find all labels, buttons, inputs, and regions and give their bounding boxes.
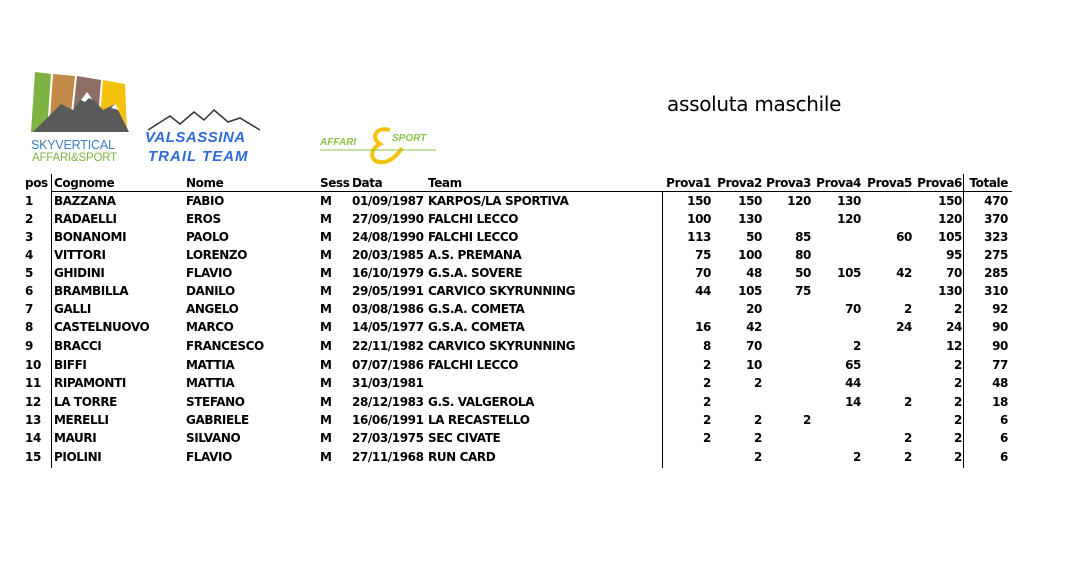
cell-data: 24/08/1990 (352, 230, 424, 244)
cell-prova6: 70 (946, 266, 962, 280)
cell-cognome: LA TORRE (54, 395, 117, 409)
affari-sport-logo (318, 124, 443, 168)
cell-pos: 11 (25, 376, 41, 390)
cell-prova6: 130 (938, 284, 962, 298)
cell-team: G.S. VALGEROLA (428, 395, 535, 409)
cell-prova3: 75 (795, 284, 811, 298)
cell-prova2: 50 (746, 230, 762, 244)
cell-sess: M (320, 413, 332, 427)
cell-cognome: PIOLINI (54, 450, 102, 464)
cell-prova6: 105 (938, 230, 962, 244)
cell-prova3: 85 (795, 230, 811, 244)
cell-pos: 5 (25, 266, 33, 280)
header-data: Data (352, 176, 383, 190)
cell-prova5: 2 (904, 431, 912, 445)
cell-pos: 14 (25, 431, 41, 445)
cell-nome: LORENZO (186, 248, 248, 262)
cell-sess: M (320, 431, 332, 445)
header-cognome: Cognome (54, 176, 115, 190)
cell-pos: 3 (25, 230, 33, 244)
cell-prova2: 10 (746, 358, 762, 372)
cell-pos: 4 (25, 248, 33, 262)
cell-data: 28/12/1983 (352, 395, 424, 409)
cell-data: 07/07/1986 (352, 358, 424, 372)
cell-data: 27/03/1975 (352, 431, 424, 445)
table-row (0, 264, 1068, 282)
table-row (0, 300, 1068, 318)
cell-pos: 7 (25, 302, 33, 316)
cell-prova2: 70 (746, 339, 762, 353)
cell-cognome: BRAMBILLA (54, 284, 129, 298)
cell-cognome: VITTORI (54, 248, 106, 262)
cell-pos: 6 (25, 284, 33, 298)
cell-sess: M (320, 266, 332, 280)
cell-data: 16/06/1991 (352, 413, 424, 427)
header-pos: pos (25, 176, 48, 190)
cell-cognome: RIPAMONTI (54, 376, 126, 390)
cell-prova1: 70 (695, 266, 711, 280)
table-row (0, 282, 1068, 300)
cell-nome: MATTIA (186, 376, 235, 390)
header-prova6: Prova6 (917, 176, 962, 190)
header-sess: Sess (320, 176, 350, 190)
cell-sess: M (320, 395, 332, 409)
cell-prova1: 44 (695, 284, 711, 298)
cell-totale: 310 (984, 284, 1008, 298)
cell-sess: M (320, 320, 332, 334)
cell-data: 03/08/1986 (352, 302, 424, 316)
cell-prova2: 20 (746, 302, 762, 316)
cell-totale: 48 (992, 376, 1008, 390)
cell-totale: 90 (992, 320, 1008, 334)
cell-sess: M (320, 302, 332, 316)
cell-team: A.S. PREMANA (428, 248, 522, 262)
cell-prova6: 12 (946, 339, 962, 353)
header-nome: Nome (186, 176, 224, 190)
sport-text: SPORT (392, 133, 427, 144)
cell-data: 29/05/1991 (352, 284, 424, 298)
cell-pos: 10 (25, 358, 41, 372)
cell-prova3: 80 (795, 248, 811, 262)
cell-totale: 275 (984, 248, 1008, 262)
cell-data: 16/10/1979 (352, 266, 424, 280)
cell-prova6: 120 (938, 212, 962, 226)
cell-cognome: BAZZANA (54, 194, 116, 208)
table-row (0, 337, 1068, 355)
cell-totale: 370 (984, 212, 1008, 226)
cell-prova1: 2 (703, 395, 711, 409)
cell-pos: 2 (25, 212, 33, 226)
table-row (0, 448, 1068, 466)
cell-prova1: 16 (695, 320, 711, 334)
cell-team: LA RECASTELLO (428, 413, 530, 427)
header-prova2: Prova2 (717, 176, 762, 190)
cell-pos: 9 (25, 339, 33, 353)
cell-pos: 13 (25, 413, 41, 427)
cell-prova1: 8 (703, 339, 711, 353)
table-row (0, 192, 1068, 210)
cell-nome: MARCO (186, 320, 234, 334)
cell-data: 20/03/1985 (352, 248, 424, 262)
cell-sess: M (320, 376, 332, 390)
cell-data: 14/05/1977 (352, 320, 424, 334)
cell-sess: M (320, 248, 332, 262)
cell-prova5: 42 (896, 266, 912, 280)
cell-prova4: 2 (853, 339, 861, 353)
cell-sess: M (320, 450, 332, 464)
cell-nome: FLAVIO (186, 266, 232, 280)
cell-prova6: 2 (954, 450, 962, 464)
cell-totale: 6 (1000, 431, 1008, 445)
cell-pos: 8 (25, 320, 33, 334)
cell-prova5: 24 (896, 320, 912, 334)
cell-prova2: 2 (754, 431, 762, 445)
cell-prova5: 2 (904, 450, 912, 464)
table-row (0, 429, 1068, 447)
cell-data: 31/03/1981 (352, 376, 424, 390)
cell-nome: DANILO (186, 284, 235, 298)
cell-team: G.S.A. COMETA (428, 302, 525, 316)
cell-cognome: GHIDINI (54, 266, 105, 280)
skyvertical-text: SKYVERTICAL (31, 138, 115, 152)
cell-prova2: 2 (754, 376, 762, 390)
cell-prova3: 2 (803, 413, 811, 427)
cell-nome: STEFANO (186, 395, 245, 409)
cell-prova6: 2 (954, 413, 962, 427)
cell-prova1: 2 (703, 358, 711, 372)
cell-nome: EROS (186, 212, 221, 226)
cell-prova4: 120 (837, 212, 861, 226)
cell-prova2: 105 (738, 284, 762, 298)
affari-text: AFFARI (320, 137, 357, 148)
cell-totale: 285 (984, 266, 1008, 280)
valsassina-logo (140, 108, 270, 168)
cell-prova4: 105 (837, 266, 861, 280)
cell-cognome: GALLI (54, 302, 91, 316)
cell-sess: M (320, 358, 332, 372)
valsassina-text: VALSASSINA (145, 129, 246, 146)
skyvertical-logo (31, 70, 131, 170)
cell-sess: M (320, 230, 332, 244)
cell-prova3: 50 (795, 266, 811, 280)
cell-sess: M (320, 194, 332, 208)
cell-totale: 90 (992, 339, 1008, 353)
table-row (0, 393, 1068, 411)
prova-divider (662, 192, 663, 468)
cell-prova6: 2 (954, 302, 962, 316)
cell-prova3: 120 (787, 194, 811, 208)
cell-prova6: 2 (954, 431, 962, 445)
cell-totale: 6 (1000, 450, 1008, 464)
cell-data: 01/09/1987 (352, 194, 424, 208)
cell-prova4: 14 (845, 395, 861, 409)
table-row (0, 411, 1068, 429)
cell-prova4: 70 (845, 302, 861, 316)
cell-prova1: 2 (703, 431, 711, 445)
header-team: Team (428, 176, 462, 190)
cell-nome: ANGELO (186, 302, 239, 316)
cell-prova1: 75 (695, 248, 711, 262)
cell-prova6: 2 (954, 395, 962, 409)
cell-prova6: 150 (938, 194, 962, 208)
cell-prova6: 2 (954, 376, 962, 390)
table-row (0, 228, 1068, 246)
header-prova5: Prova5 (867, 176, 912, 190)
cell-prova1: 113 (687, 230, 711, 244)
cell-prova1: 2 (703, 413, 711, 427)
cell-sess: M (320, 284, 332, 298)
cell-cognome: MERELLI (54, 413, 109, 427)
cell-prova5: 2 (904, 395, 912, 409)
cell-prova1: 100 (687, 212, 711, 226)
cell-data: 27/09/1990 (352, 212, 424, 226)
cell-nome: PAOLO (186, 230, 229, 244)
table-header (0, 174, 1068, 192)
table-row (0, 246, 1068, 264)
cell-sess: M (320, 212, 332, 226)
affari-sport-text: AFFARI&SPORT (32, 152, 117, 164)
cell-nome: FRANCESCO (186, 339, 264, 353)
cell-prova2: 2 (754, 413, 762, 427)
header-prova1: Prova1 (666, 176, 711, 190)
cell-totale: 6 (1000, 413, 1008, 427)
cell-prova2: 130 (738, 212, 762, 226)
cognome-divider (51, 174, 52, 468)
cell-nome: FLAVIO (186, 450, 232, 464)
cell-cognome: BIFFI (54, 358, 87, 372)
cell-totale: 470 (984, 194, 1008, 208)
cell-prova2: 2 (754, 450, 762, 464)
cell-data: 27/11/1968 (352, 450, 424, 464)
header-underline (52, 191, 1012, 192)
cell-prova2: 150 (738, 194, 762, 208)
cell-nome: MATTIA (186, 358, 235, 372)
cell-totale: 77 (992, 358, 1008, 372)
cell-prova5: 60 (896, 230, 912, 244)
header-prova3: Prova3 (766, 176, 811, 190)
cell-nome: GABRIELE (186, 413, 249, 427)
cell-totale: 323 (984, 230, 1008, 244)
cell-cognome: BRACCI (54, 339, 102, 353)
cell-prova6: 2 (954, 358, 962, 372)
cell-team: FALCHI LECCO (428, 358, 519, 372)
cell-team: CARVICO SKYRUNNING (428, 284, 576, 298)
cell-pos: 15 (25, 450, 41, 464)
cell-team: G.S.A. COMETA (428, 320, 525, 334)
cell-team: SEC CIVATE (428, 431, 501, 445)
table-row (0, 374, 1068, 392)
cell-nome: FABIO (186, 194, 224, 208)
cell-cognome: BONANOMI (54, 230, 127, 244)
cell-pos: 12 (25, 395, 41, 409)
cell-team: FALCHI LECCO (428, 230, 519, 244)
mountain-icon (31, 70, 131, 138)
header-prova4: Prova4 (816, 176, 861, 190)
cell-prova2: 42 (746, 320, 762, 334)
cell-cognome: CASTELNUOVO (54, 320, 150, 334)
cell-totale: 92 (992, 302, 1008, 316)
cell-data: 22/11/1982 (352, 339, 424, 353)
cell-cognome: MAURI (54, 431, 97, 445)
cell-team: FALCHI LECCO (428, 212, 519, 226)
cell-totale: 18 (992, 395, 1008, 409)
cell-nome: SILVANO (186, 431, 241, 445)
cell-prova2: 48 (746, 266, 762, 280)
cell-team: RUN CARD (428, 450, 496, 464)
cell-team: CARVICO SKYRUNNING (428, 339, 576, 353)
cell-prova2: 100 (738, 248, 762, 262)
cell-prova1: 150 (687, 194, 711, 208)
table-row (0, 356, 1068, 374)
header-totale: Totale (969, 176, 1008, 190)
ranking-title: assoluta maschile (667, 92, 842, 116)
cell-team: G.S.A. SOVERE (428, 266, 523, 280)
cell-team: KARPOS/LA SPORTIVA (428, 194, 569, 208)
cell-prova4: 44 (845, 376, 861, 390)
trail-team-text: TRAIL TEAM (148, 148, 249, 165)
cell-pos: 1 (25, 194, 33, 208)
totale-divider (963, 174, 964, 468)
cell-sess: M (320, 339, 332, 353)
cell-prova4: 65 (845, 358, 861, 372)
cell-prova4: 130 (837, 194, 861, 208)
cell-prova5: 2 (904, 302, 912, 316)
cell-prova1: 2 (703, 376, 711, 390)
cell-prova4: 2 (853, 450, 861, 464)
cell-cognome: RADAELLI (54, 212, 117, 226)
cell-prova6: 24 (946, 320, 962, 334)
table-row (0, 210, 1068, 228)
table-row (0, 318, 1068, 336)
cell-prova6: 95 (946, 248, 962, 262)
